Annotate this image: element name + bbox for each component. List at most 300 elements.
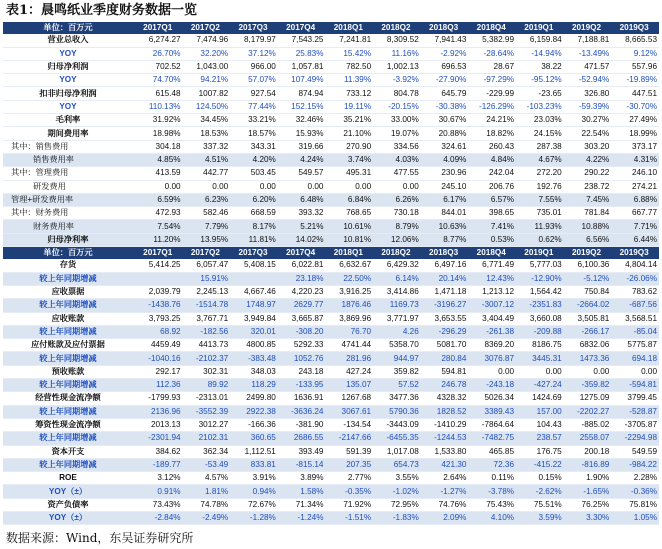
table-cell: 14.02%: [278, 233, 326, 246]
table-row: [3, 74, 659, 87]
table-cell: 549.57: [278, 167, 326, 180]
table-cell: 33.00%: [373, 114, 421, 127]
table-cell: 2.64%: [421, 472, 469, 485]
row-label: 归母净利率: [3, 233, 135, 246]
table-cell: 30.67%: [421, 114, 469, 127]
table-cell: 3.89%: [278, 472, 326, 485]
table-cell: -594.81: [611, 379, 659, 392]
table-cell: [230, 272, 278, 285]
table-cell: 272.20: [516, 167, 564, 180]
table-cell: 89.92: [183, 379, 231, 392]
table-cell: -103.23%: [516, 100, 564, 113]
table-cell: 3.30%: [564, 511, 612, 524]
table-cell: 10.63%: [421, 220, 469, 233]
table-cell: 157.00: [516, 405, 564, 418]
table-cell: 207.35: [325, 458, 373, 471]
table-cell: -2.92%: [421, 47, 469, 60]
period-header: 2019Q2: [564, 247, 612, 260]
table-row: [3, 458, 659, 471]
table-cell: 4,220.23: [278, 285, 326, 298]
table-cell: 3.12%: [135, 472, 183, 485]
table-row: [3, 418, 659, 431]
table-cell: 594.81: [421, 365, 469, 378]
table-cell: 1.58%: [278, 485, 326, 498]
table-cell: 3012.27: [183, 418, 231, 431]
table-cell: -2664.02: [564, 299, 612, 312]
table-cell: 654.73: [373, 458, 421, 471]
table-cell: -52.94%: [564, 74, 612, 87]
table-cell: 15.42%: [325, 47, 373, 60]
table-cell: 8,179.97: [230, 34, 278, 47]
table-row: [3, 153, 659, 166]
table-cell: 1748.97: [230, 299, 278, 312]
period-header: 2018Q4: [468, 22, 516, 34]
table-cell: 1.90%: [564, 472, 612, 485]
table-cell: -30.70%: [611, 100, 659, 113]
table-cell: 5358.70: [373, 339, 421, 352]
table-cell: 3076.87: [468, 352, 516, 365]
table-cell: 730.18: [373, 207, 421, 220]
table-cell: 6.48%: [278, 193, 326, 206]
table-cell: 19.07%: [373, 127, 421, 140]
table-cell: 8186.75: [516, 339, 564, 352]
table-cell: 246.78: [421, 379, 469, 392]
table-cell: 5775.87: [611, 339, 659, 352]
table-cell: 5,777.03: [516, 259, 564, 272]
table-cell: 287.38: [516, 140, 564, 153]
table-cell: 110.13%: [135, 100, 183, 113]
table-cell: 2,245.13: [183, 285, 231, 298]
table-cell: 0.91%: [135, 485, 183, 498]
table-cell: 6,771.49: [468, 259, 516, 272]
table-cell: 6,497.16: [421, 259, 469, 272]
table-cell: -7864.64: [468, 418, 516, 431]
period-header: 2017Q4: [278, 22, 326, 34]
table-cell: 200.18: [564, 445, 612, 458]
row-label: 财务费用率: [3, 220, 135, 233]
table-cell: 3,771.97: [373, 312, 421, 325]
table-row: [3, 472, 659, 485]
row-label: 归母净利润: [3, 60, 135, 73]
table-cell: 1,213.12: [468, 285, 516, 298]
table-cell: 0.00: [564, 365, 612, 378]
table-cell: -359.82: [564, 379, 612, 392]
table-cell: 360.65: [230, 432, 278, 445]
table-cell: -85.04: [611, 325, 659, 338]
table-cell: 4,667.46: [230, 285, 278, 298]
table-cell: -20.15%: [373, 100, 421, 113]
row-label: 较上年同期增减: [3, 325, 135, 338]
table-cell: 10.81%: [325, 233, 373, 246]
table-cell: 4.10%: [468, 511, 516, 524]
table-cell: -3.92%: [373, 74, 421, 87]
row-label: 较上年同期增减: [3, 272, 135, 285]
table-cell: 27.49%: [611, 114, 659, 127]
table-cell: 549.59: [611, 445, 659, 458]
table-row: [3, 233, 659, 246]
table-cell: 3799.45: [611, 392, 659, 405]
table-cell: 2102.31: [183, 432, 231, 445]
table-cell: 804.78: [373, 87, 421, 100]
table-cell: 471.57: [564, 60, 612, 73]
table-cell: 472.93: [135, 207, 183, 220]
table-cell: -2301.94: [135, 432, 183, 445]
table-cell: 4,804.14: [611, 259, 659, 272]
table-cell: 735.01: [516, 207, 564, 220]
table-cell: 10.88%: [564, 220, 612, 233]
table-cell: 13.95%: [183, 233, 231, 246]
table-cell: 465.85: [468, 445, 516, 458]
table-cell: -383.48: [230, 352, 278, 365]
table-row: [3, 405, 659, 418]
table-cell: 22.50%: [325, 272, 373, 285]
row-label: 较上年同期增减: [3, 379, 135, 392]
table-cell: 12.06%: [373, 233, 421, 246]
table-cell: 7,941.43: [421, 34, 469, 47]
table-row: [3, 392, 659, 405]
table-cell: 242.04: [468, 167, 516, 180]
table-cell: 615.48: [135, 87, 183, 100]
table-cell: 1.05%: [611, 511, 659, 524]
table-cell: 32.46%: [278, 114, 326, 127]
table-cell: [135, 272, 183, 285]
table-cell: 0.15%: [516, 472, 564, 485]
table-cell: 6,100.36: [564, 259, 612, 272]
table-cell: 72.36: [468, 458, 516, 471]
period-header: 2018Q4: [468, 247, 516, 260]
table-cell: 1,533.80: [421, 445, 469, 458]
table-cell: -0.36%: [611, 485, 659, 498]
table-cell: 1,471.18: [421, 285, 469, 298]
period-header: 2018Q3: [421, 22, 469, 34]
table-cell: 7.45%: [564, 193, 612, 206]
table-cell: 8.17%: [230, 220, 278, 233]
table-cell: 393.32: [278, 207, 326, 220]
table-cell: 7,474.96: [183, 34, 231, 47]
row-label: 预收账款: [3, 365, 135, 378]
table-cell: 2136.96: [135, 405, 183, 418]
table-cell: 74.70%: [135, 74, 183, 87]
table-cell: 3477.36: [373, 392, 421, 405]
table-cell: 348.03: [230, 365, 278, 378]
table-cell: 6,057.47: [183, 259, 231, 272]
table-cell: 2629.77: [278, 299, 326, 312]
row-label: 研发费用: [3, 180, 135, 193]
table-cell: 15.93%: [278, 127, 326, 140]
table-cell: 3,665.87: [278, 312, 326, 325]
table-cell: 94.21%: [183, 74, 231, 87]
period-header: 2019Q3: [611, 22, 659, 34]
table-cell: -3636.24: [278, 405, 326, 418]
table-cell: 6832.06: [564, 339, 612, 352]
table-cell: -1.24%: [278, 511, 326, 524]
table-cell: 11.39%: [325, 74, 373, 87]
table-cell: 3,414.86: [373, 285, 421, 298]
table-cell: -1514.78: [183, 299, 231, 312]
table-cell: -885.02: [564, 418, 612, 431]
row-label: 资产负债率: [3, 498, 135, 511]
table-cell: 6.57%: [468, 193, 516, 206]
table-cell: -23.65: [516, 87, 564, 100]
table-row: [3, 220, 659, 233]
header-row: [3, 247, 659, 260]
table-cell: 77.44%: [230, 100, 278, 113]
table-cell: 3,793.25: [135, 312, 183, 325]
table-cell: 6.44%: [611, 233, 659, 246]
table-cell: 833.81: [230, 458, 278, 471]
table-cell: 6,159.84: [516, 34, 564, 47]
table-cell: 72.67%: [230, 498, 278, 511]
table-cell: 71.92%: [325, 498, 373, 511]
table-cell: 2,039.79: [135, 285, 183, 298]
table-cell: 23.18%: [278, 272, 326, 285]
table-cell: 292.17: [135, 365, 183, 378]
row-label: ROE: [3, 472, 135, 485]
table-cell: 0.00: [278, 180, 326, 193]
table-cell: 944.97: [373, 352, 421, 365]
table-cell: -229.99: [468, 87, 516, 100]
table-cell: 645.79: [421, 87, 469, 100]
table-row: [3, 445, 659, 458]
table-cell: -95.12%: [516, 74, 564, 87]
row-label: 较上年同期增减: [3, 299, 135, 312]
table-cell: 7.55%: [516, 193, 564, 206]
table-cell: 3,653.55: [421, 312, 469, 325]
table-cell: 4.84%: [468, 153, 516, 166]
table-cell: 5,414.25: [135, 259, 183, 272]
table-cell: 667.77: [611, 207, 659, 220]
table-cell: -2202.27: [564, 405, 612, 418]
table-cell: -243.18: [468, 379, 516, 392]
row-label: 应收票据: [3, 285, 135, 298]
table-row: [3, 432, 659, 445]
period-header: 2018Q2: [373, 247, 421, 260]
table-cell: 176.75: [516, 445, 564, 458]
table-cell: 384.62: [135, 445, 183, 458]
table-cell: 4.22%: [564, 153, 612, 166]
table-row: [3, 193, 659, 206]
period-header: 2018Q3: [421, 247, 469, 260]
period-header: 2017Q1: [135, 247, 183, 260]
table-cell: -2147.66: [325, 432, 373, 445]
table-cell: 5,382.99: [468, 34, 516, 47]
table-cell: 2.77%: [325, 472, 373, 485]
table-row: [3, 180, 659, 193]
table-cell: 702.52: [135, 60, 183, 73]
table-cell: -1244.53: [421, 432, 469, 445]
row-label: 其中：销售费用: [3, 140, 135, 153]
table-row: [3, 272, 659, 285]
financial-table: [3, 22, 659, 525]
table-cell: 6,632.67: [325, 259, 373, 272]
table-cell: 5,408.15: [230, 259, 278, 272]
period-header: 2017Q3: [230, 247, 278, 260]
table-cell: 135.07: [325, 379, 373, 392]
table-cell: 427.24: [325, 365, 373, 378]
table-cell: 320.01: [230, 325, 278, 338]
table-cell: 2.09%: [421, 511, 469, 524]
table-row: [3, 365, 659, 378]
table-cell: -27.90%: [421, 74, 469, 87]
row-label: 较上年同期增减: [3, 352, 135, 365]
table-row: [3, 60, 659, 73]
table-cell: 19.11%: [325, 100, 373, 113]
table-cell: 966.00: [230, 60, 278, 73]
table-cell: 874.94: [278, 87, 326, 100]
table-cell: 668.59: [230, 207, 278, 220]
row-label: 应收账款: [3, 312, 135, 325]
table-cell: 75.51%: [516, 498, 564, 511]
table-row: [3, 285, 659, 298]
unit-label: 单位：百万元: [3, 22, 135, 34]
table-cell: 21.10%: [325, 127, 373, 140]
table-cell: 4.24%: [278, 153, 326, 166]
table-cell: 4.51%: [183, 153, 231, 166]
table-cell: 2686.55: [278, 432, 326, 445]
row-label: YOY（±）: [3, 485, 135, 498]
table-cell: -2102.37: [183, 352, 231, 365]
table-cell: 750.84: [564, 285, 612, 298]
table-row: [3, 127, 659, 140]
table-cell: 6.56%: [564, 233, 612, 246]
period-header: 2017Q2: [183, 22, 231, 34]
table-cell: 72.95%: [373, 498, 421, 511]
table-cell: 104.43: [516, 418, 564, 431]
table-cell: 5790.36: [373, 405, 421, 418]
table-cell: 9.12%: [611, 47, 659, 60]
table-cell: -30.38%: [421, 100, 469, 113]
table-cell: 75.81%: [611, 498, 659, 511]
header-row: [3, 22, 659, 34]
table-row: [3, 207, 659, 220]
row-label: 销售费用率: [3, 153, 135, 166]
table-cell: 11.16%: [373, 47, 421, 60]
table-cell: 5292.33: [278, 339, 326, 352]
table-cell: 3,568.51: [611, 312, 659, 325]
row-label: 较上年同期增减: [3, 432, 135, 445]
table-cell: 76.25%: [564, 498, 612, 511]
table-cell: 7.54%: [135, 220, 183, 233]
table-cell: 3067.61: [325, 405, 373, 418]
table-cell: 35.21%: [325, 114, 373, 127]
table-cell: 362.34: [183, 445, 231, 458]
table-cell: 0.00: [183, 180, 231, 193]
table-cell: 5026.34: [468, 392, 516, 405]
row-label: 其中：财务费用: [3, 207, 135, 220]
table-cell: 1052.76: [278, 352, 326, 365]
table-cell: -2.62%: [516, 485, 564, 498]
row-label: 应付账款及应付票据: [3, 339, 135, 352]
period-header: 2017Q3: [230, 22, 278, 34]
table-cell: 10.61%: [325, 220, 373, 233]
row-label: 营业总收入: [3, 34, 135, 47]
period-header: 2019Q1: [516, 22, 564, 34]
row-label: 经营性现金流净额: [3, 392, 135, 405]
period-header: 2017Q4: [278, 247, 326, 260]
table-cell: -0.35%: [325, 485, 373, 498]
table-cell: 337.32: [183, 140, 231, 153]
table-row: [3, 100, 659, 113]
table-cell: 359.82: [373, 365, 421, 378]
table-cell: -59.39%: [564, 100, 612, 113]
table-cell: 398.65: [468, 207, 516, 220]
table-cell: 32.20%: [183, 47, 231, 60]
table-cell: 18.98%: [135, 127, 183, 140]
table-cell: 2013.13: [135, 418, 183, 431]
table-cell: 118.29: [230, 379, 278, 392]
table-cell: 206.76: [468, 180, 516, 193]
table-cell: -816.89: [564, 458, 612, 471]
table-cell: -415.22: [516, 458, 564, 471]
table-cell: 4.26: [373, 325, 421, 338]
table-cell: 31.92%: [135, 114, 183, 127]
table-cell: -1.28%: [230, 511, 278, 524]
table-cell: 230.96: [421, 167, 469, 180]
table-cell: 1007.82: [183, 87, 231, 100]
table-cell: 421.30: [421, 458, 469, 471]
table-cell: 844.01: [421, 207, 469, 220]
table-cell: 1267.68: [325, 392, 373, 405]
table-cell: 238.57: [516, 432, 564, 445]
table-cell: 3,869.96: [325, 312, 373, 325]
table-cell: 6,274.27: [135, 34, 183, 47]
table-cell: 1169.73: [373, 299, 421, 312]
row-label: YOY: [3, 47, 135, 60]
table-cell: 38.22: [516, 60, 564, 73]
table-cell: 0.53%: [468, 233, 516, 246]
table-cell: 1636.91: [278, 392, 326, 405]
table-cell: 7,188.81: [564, 34, 612, 47]
table-cell: 18.53%: [183, 127, 231, 140]
table-cell: 290.22: [564, 167, 612, 180]
table-cell: 7.79%: [183, 220, 231, 233]
row-label: 管理+研发费用率: [3, 193, 135, 206]
table-cell: -5.12%: [564, 272, 612, 285]
row-label: 存货: [3, 259, 135, 272]
table-cell: 4413.73: [183, 339, 231, 352]
table-row: [3, 299, 659, 312]
table-cell: -528.87: [611, 405, 659, 418]
table-cell: -166.36: [230, 418, 278, 431]
table-cell: 3,404.49: [468, 312, 516, 325]
table-cell: 8.79%: [373, 220, 421, 233]
table-cell: 7.71%: [611, 220, 659, 233]
source-note: 数据来源：Wind，东吴证券研究所: [6, 531, 194, 546]
table-cell: 75.43%: [468, 498, 516, 511]
row-label: YOY: [3, 74, 135, 87]
table-cell: 4.20%: [230, 153, 278, 166]
table-cell: 4.67%: [516, 153, 564, 166]
period-header: 2018Q1: [325, 247, 373, 260]
table-cell: 302.31: [183, 365, 231, 378]
table-cell: -1799.93: [135, 392, 183, 405]
row-label: 期间费用率: [3, 127, 135, 140]
table-cell: -296.29: [421, 325, 469, 338]
table-cell: 3,660.08: [516, 312, 564, 325]
table-cell: 442.77: [183, 167, 231, 180]
row-label: 资本开支: [3, 445, 135, 458]
period-header: 2018Q2: [373, 22, 421, 34]
table-cell: 783.62: [611, 285, 659, 298]
table-cell: 246.10: [611, 167, 659, 180]
table-cell: 4.57%: [183, 472, 231, 485]
table-cell: -1.65%: [564, 485, 612, 498]
table-row: [3, 114, 659, 127]
table-cell: 76.70: [325, 325, 373, 338]
table-cell: 0.00: [325, 180, 373, 193]
row-label: 筹资性现金流净额: [3, 418, 135, 431]
table-cell: 73.43%: [135, 498, 183, 511]
